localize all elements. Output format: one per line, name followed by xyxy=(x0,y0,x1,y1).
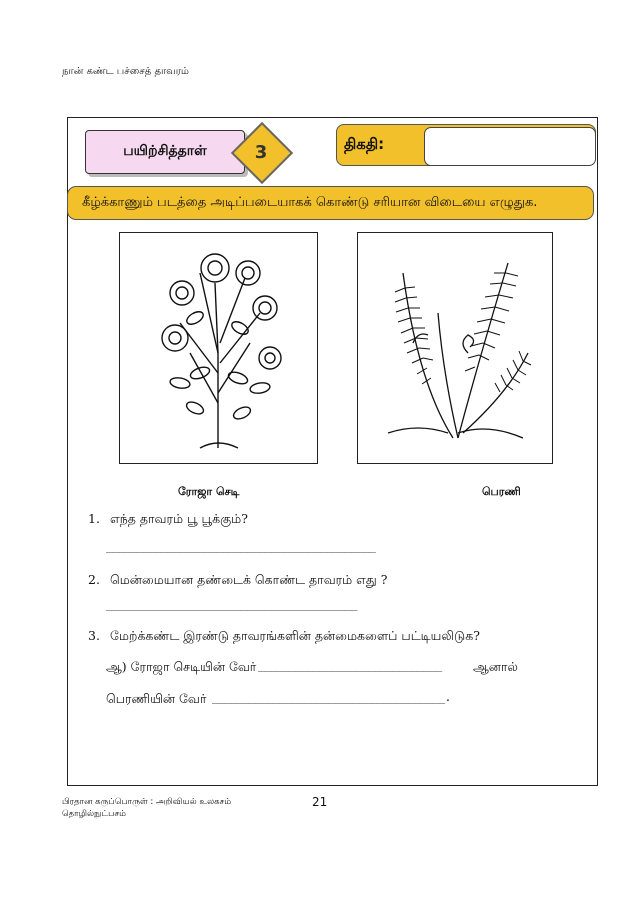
worksheet-number-badge xyxy=(234,125,288,179)
footer-line-1: பிரதான கருப்பொருள் : அறிவியல் உலகசம் xyxy=(62,797,232,807)
answer-3a-blank[interactable]: ______________________________ xyxy=(258,659,442,672)
answer-3b-blank[interactable]: ______________________________________. xyxy=(212,691,451,704)
worksheet-tag: பயிற்சித்தாள் xyxy=(85,130,245,174)
question-3b-start: பெரணியின் வேர் xyxy=(106,691,207,706)
question-3-number: 3. xyxy=(88,628,100,643)
answer-1-blank[interactable]: ____________________________________________ xyxy=(106,540,376,553)
footer-line-2: தொழில்நுட்பசம் xyxy=(62,809,126,819)
answer-2-blank[interactable]: _________________________________________ xyxy=(106,598,358,611)
rose-plant-icon xyxy=(120,233,317,463)
page-number: 21 xyxy=(312,795,328,809)
question-2-text: மென்மையான தண்டைக் கொண்ட தாவரம் எது ? xyxy=(110,572,388,587)
question-3a-start: ஆ) ரோஜா செடியின் வேர் xyxy=(106,659,257,674)
page-header: நான் கண்ட பச்சைத் தாவரம் xyxy=(62,66,189,77)
rose-caption: ரோஜா செடி xyxy=(178,485,240,498)
question-3a-end: ஆனால் xyxy=(473,659,518,674)
question-2-number: 2. xyxy=(88,572,100,587)
fern-caption: பெரணி xyxy=(482,485,521,498)
question-1-number: 1. xyxy=(88,511,100,526)
date-field[interactable] xyxy=(424,127,596,166)
fern-image xyxy=(357,232,553,464)
question-3-text: மேற்க்கண்ட இரண்டு தாவரங்களின் தன்மைகளைப் பட்டியலிடுக? xyxy=(110,628,480,643)
worksheet-number: 3 xyxy=(254,141,268,163)
date-label: திகதி: xyxy=(344,135,385,153)
footer-theme xyxy=(62,796,231,820)
rose-image xyxy=(119,232,318,464)
question-1-text: எந்த தாவரம் பூ பூக்கும்? xyxy=(110,511,248,526)
instruction-text: கீழ்க்காணும் படத்தை அடிப்படையாகக் கொண்டு சரியான விடையை எழுதுக. xyxy=(82,195,538,210)
fern-plant-icon xyxy=(358,233,552,463)
instruction-banner xyxy=(67,186,594,220)
